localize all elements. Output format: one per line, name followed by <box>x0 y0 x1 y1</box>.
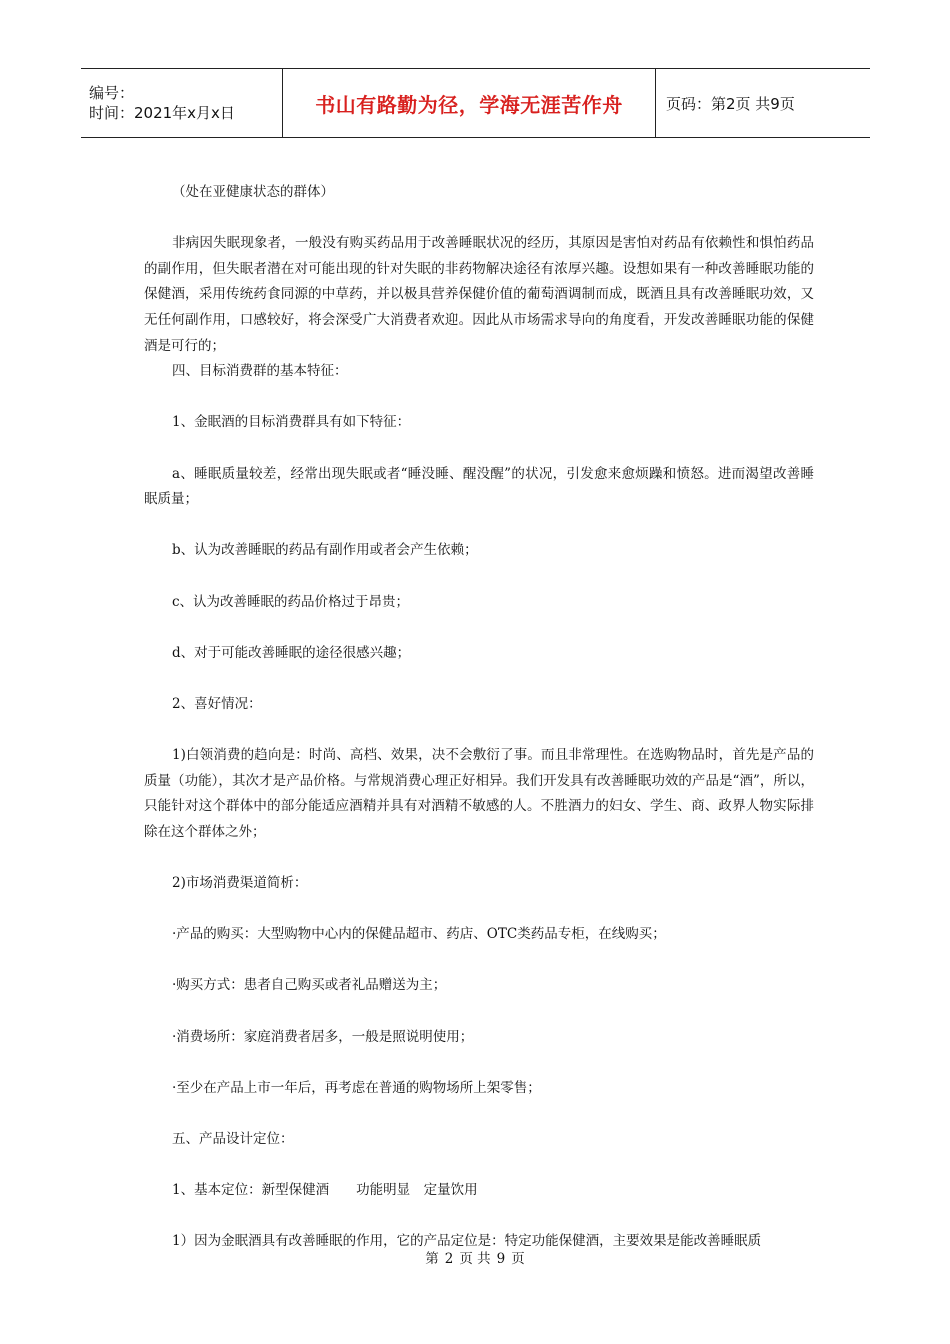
heading-channels: 2)市场消费渠道简析： <box>172 875 308 892</box>
paragraph-white-collar: 1)白领消费的趋向是：时尚、高档、效果，决不会敷衍了事。而且非常理性。在选购物品时，首先是产品的质量（功能），其次才是产品价格。与常规消费心理正好相异。我们开发具有改善睡眠功效的产品是“酒”，所以，只能针对这个群体中的部分能适应酒精并具有对酒精不敏感的人。不胜酒力的妇女、学生、商、政界人物实际排除在这个群体之外； <box>144 747 814 840</box>
heading-preferences: 2、喜好情况： <box>172 695 262 712</box>
header-page-cell <box>656 69 870 137</box>
document-number-label: 编号： <box>89 84 135 102</box>
paragraph-feature-intro: 1、金眠酒的目标消费群具有如下特征： <box>172 414 411 431</box>
page-header <box>81 68 870 138</box>
bullet-purchase-place: ·产品的购买：大型购物中心内的保健品超市、药店、OTC类药品专柜，在线购买； <box>172 926 666 943</box>
list-item-c: c、认为改善睡眠的药品价格过于昂贵； <box>172 593 410 610</box>
list-item-a: a、睡眠质量较差，经常出现失眠或者“睡没睡、醒没醒”的状况，引发愈来愈烦躁和愤怒。进而渴望改善睡眠质量； <box>144 465 814 508</box>
heading-section-5: 五、产品设计定位： <box>172 1130 294 1147</box>
paragraph-basic-positioning: 1、基本定位：新型保健酒 功能明显 定量饮用 <box>172 1182 478 1199</box>
paragraph-positioning-detail: 1）因为金眠酒具有改善睡眠的作用，它的产品定位是：特定功能保健酒，主要效果是能改善睡眠质 <box>172 1233 762 1250</box>
heading-section-4: 四、目标消费群的基本特征： <box>172 363 348 380</box>
footer-page-number: 2 <box>444 1251 454 1267</box>
page-footer <box>0 1247 950 1267</box>
bullet-consumption-place: ·消费场所：家庭消费者居多，一般是照说明使用； <box>172 1028 474 1045</box>
list-item-b: b、认为改善睡眠的药品有副作用或者会产生依赖； <box>172 542 478 559</box>
footer-prefix: 第 <box>425 1251 439 1267</box>
footer-total-pages: 9 <box>496 1251 506 1267</box>
document-body <box>144 180 814 1255</box>
list-item-d: d、对于可能改善睡眠的途径很感兴趣； <box>172 644 411 661</box>
paragraph-subgroup: （处在亚健康状态的群体） <box>172 184 334 200</box>
paragraph-insomnia: 非病因失眠现象者，一般没有购买药品用于改善睡眠状况的经历，其原因是害怕对药品有依赖性和惧怕药品的副作用，但失眠者潜在对可能出现的针对失眠的非药物解决途径有浓厚兴趣。设想如果有一种改善睡眠功能的保健酒，采用传统药食同源的中草药，并以极具营养保健价值的葡萄酒调制而成，既酒且具有改善睡眠功效，又无任何副作用，口感较好，将会深受广大消费者欢迎。因此从市场需求导向的角度看，开发改善睡眠功能的保健酒是可行的； <box>144 235 814 354</box>
footer-suffix: 页 <box>511 1251 525 1267</box>
header-motto-cell <box>283 69 656 137</box>
document-date-label: 时间：2021年x月x日 <box>89 104 235 122</box>
bullet-purchase-method: ·购买方式：患者自己购买或者礼品赠送为主； <box>172 977 447 994</box>
bullet-retail-plan: ·至少在产品上市一年后，再考虑在普通的购物场所上架零售； <box>172 1079 541 1096</box>
header-meta <box>81 69 283 137</box>
header-motto: 书山有路勤为径，学海无涯苦作舟 <box>315 92 623 117</box>
footer-mid: 页 共 <box>459 1251 491 1267</box>
header-page-label: 页码：第2页 共9页 <box>666 94 795 113</box>
